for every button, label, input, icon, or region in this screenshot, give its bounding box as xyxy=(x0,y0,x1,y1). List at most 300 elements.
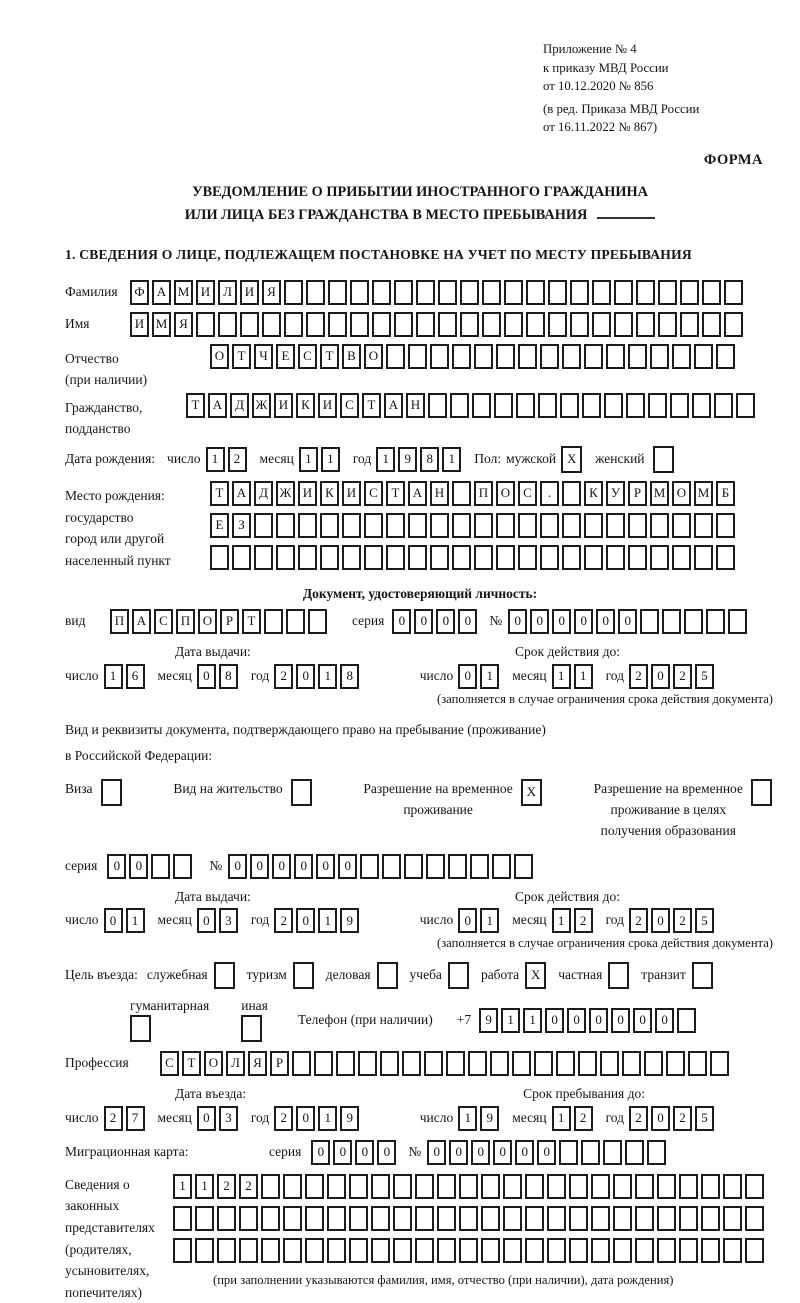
char-box[interactable] xyxy=(416,312,435,337)
char-box[interactable] xyxy=(232,545,251,570)
char-box[interactable]: 0 xyxy=(296,908,315,933)
char-box[interactable]: 0 xyxy=(197,664,216,689)
char-box[interactable] xyxy=(680,312,699,337)
char-box[interactable] xyxy=(650,545,669,570)
char-box[interactable] xyxy=(591,1174,610,1199)
char-box[interactable]: 0 xyxy=(574,609,593,634)
char-box[interactable] xyxy=(525,1238,544,1263)
char-box[interactable] xyxy=(496,545,515,570)
char-box[interactable] xyxy=(581,1140,600,1165)
char-box[interactable] xyxy=(254,545,273,570)
char-box[interactable]: 0 xyxy=(596,609,615,634)
char-box[interactable]: 2 xyxy=(274,664,293,689)
char-box[interactable] xyxy=(650,513,669,538)
char-box[interactable]: 2 xyxy=(228,447,247,472)
char-box[interactable] xyxy=(305,1238,324,1263)
char-box[interactable] xyxy=(657,1206,676,1231)
char-box[interactable]: 2 xyxy=(239,1174,258,1199)
char-box[interactable]: Т xyxy=(242,609,261,634)
char-box[interactable]: 0 xyxy=(651,664,670,689)
char-box[interactable]: 2 xyxy=(104,1106,123,1131)
char-box[interactable]: Т xyxy=(320,344,339,369)
char-box[interactable]: 1 xyxy=(318,1106,337,1131)
char-box[interactable] xyxy=(492,854,511,879)
char-box[interactable]: 3 xyxy=(219,908,238,933)
char-box[interactable] xyxy=(217,1238,236,1263)
char-box[interactable]: И xyxy=(342,481,361,506)
char-box[interactable]: Т xyxy=(232,344,251,369)
char-box[interactable]: 0 xyxy=(493,1140,512,1165)
char-box[interactable] xyxy=(415,1206,434,1231)
char-box[interactable]: Я xyxy=(174,312,193,337)
char-box[interactable] xyxy=(613,1206,632,1231)
char-box[interactable] xyxy=(692,393,711,418)
char-box[interactable]: 0 xyxy=(655,1008,674,1033)
char-box[interactable] xyxy=(350,312,369,337)
char-box[interactable] xyxy=(254,513,273,538)
char-box[interactable] xyxy=(276,513,295,538)
char-box[interactable] xyxy=(430,513,449,538)
char-box[interactable] xyxy=(578,1051,597,1076)
char-box[interactable] xyxy=(636,312,655,337)
char-box[interactable]: О xyxy=(204,1051,223,1076)
char-box[interactable] xyxy=(560,393,579,418)
char-box[interactable] xyxy=(562,513,581,538)
char-box[interactable]: С xyxy=(154,609,173,634)
char-box[interactable]: О xyxy=(364,344,383,369)
char-box[interactable] xyxy=(625,1140,644,1165)
char-box[interactable] xyxy=(286,609,305,634)
char-box[interactable] xyxy=(393,1174,412,1199)
char-box[interactable]: В xyxy=(342,344,361,369)
char-box[interactable] xyxy=(603,1140,622,1165)
char-box[interactable]: С xyxy=(298,344,317,369)
char-box[interactable] xyxy=(569,1238,588,1263)
char-box[interactable]: 1 xyxy=(206,447,225,472)
char-box[interactable] xyxy=(562,481,581,506)
char-box[interactable]: П xyxy=(110,609,129,634)
char-box[interactable] xyxy=(430,545,449,570)
char-box[interactable] xyxy=(584,513,603,538)
char-box[interactable] xyxy=(371,1238,390,1263)
char-box[interactable] xyxy=(591,1238,610,1263)
char-box[interactable]: 0 xyxy=(427,1140,446,1165)
char-box[interactable]: Т xyxy=(210,481,229,506)
char-box[interactable]: Н xyxy=(406,393,425,418)
char-box[interactable] xyxy=(336,1051,355,1076)
char-box[interactable]: С xyxy=(340,393,359,418)
char-box[interactable]: 1 xyxy=(318,664,337,689)
char-box[interactable]: 0 xyxy=(651,908,670,933)
char-box[interactable] xyxy=(702,280,721,305)
char-box[interactable] xyxy=(173,854,192,879)
char-box[interactable]: 2 xyxy=(274,1106,293,1131)
char-box[interactable]: П xyxy=(474,481,493,506)
char-box[interactable] xyxy=(723,1174,742,1199)
char-box[interactable]: 0 xyxy=(589,1008,608,1033)
char-box[interactable]: 2 xyxy=(274,908,293,933)
char-box[interactable]: 0 xyxy=(311,1140,330,1165)
char-box[interactable] xyxy=(677,1008,696,1033)
char-box[interactable]: О xyxy=(198,609,217,634)
char-box[interactable]: 9 xyxy=(480,1106,499,1131)
char-box[interactable] xyxy=(562,545,581,570)
char-box[interactable] xyxy=(308,609,327,634)
char-box[interactable]: Н xyxy=(430,481,449,506)
char-box[interactable] xyxy=(584,344,603,369)
char-box[interactable] xyxy=(518,513,537,538)
char-box[interactable] xyxy=(538,393,557,418)
char-box[interactable] xyxy=(386,344,405,369)
char-box[interactable] xyxy=(494,393,513,418)
char-box[interactable] xyxy=(694,344,713,369)
char-box[interactable] xyxy=(291,779,312,806)
char-box[interactable] xyxy=(196,312,215,337)
char-box[interactable] xyxy=(614,312,633,337)
char-box[interactable] xyxy=(648,393,667,418)
char-box[interactable] xyxy=(526,312,545,337)
char-box[interactable] xyxy=(547,1238,566,1263)
char-box[interactable] xyxy=(218,312,237,337)
char-box[interactable] xyxy=(540,344,559,369)
char-box[interactable] xyxy=(408,545,427,570)
char-box[interactable] xyxy=(283,1206,302,1231)
char-box[interactable]: 2 xyxy=(574,1106,593,1131)
char-box[interactable] xyxy=(371,1174,390,1199)
char-box[interactable] xyxy=(470,854,489,879)
char-box[interactable] xyxy=(628,545,647,570)
char-box[interactable] xyxy=(657,1174,676,1199)
char-box[interactable]: А xyxy=(208,393,227,418)
char-box[interactable]: С xyxy=(160,1051,179,1076)
char-box[interactable]: 0 xyxy=(515,1140,534,1165)
char-box[interactable] xyxy=(745,1174,764,1199)
char-box[interactable] xyxy=(751,779,772,806)
char-box[interactable]: 6 xyxy=(126,664,145,689)
char-box[interactable] xyxy=(452,344,471,369)
char-box[interactable]: 0 xyxy=(296,664,315,689)
char-box[interactable] xyxy=(305,1174,324,1199)
char-box[interactable]: 5 xyxy=(695,908,714,933)
char-box[interactable]: 0 xyxy=(296,1106,315,1131)
char-box[interactable] xyxy=(386,513,405,538)
char-box[interactable]: Т xyxy=(186,393,205,418)
char-box[interactable]: И xyxy=(318,393,337,418)
char-box[interactable] xyxy=(644,1051,663,1076)
char-box[interactable] xyxy=(284,312,303,337)
char-box[interactable]: 9 xyxy=(340,908,359,933)
char-box[interactable] xyxy=(393,1238,412,1263)
char-box[interactable] xyxy=(702,312,721,337)
char-box[interactable] xyxy=(349,1238,368,1263)
char-box[interactable]: 3 xyxy=(219,1106,238,1131)
char-box[interactable]: 0 xyxy=(129,854,148,879)
char-box[interactable] xyxy=(636,280,655,305)
char-box[interactable]: 1 xyxy=(126,908,145,933)
char-box[interactable] xyxy=(658,312,677,337)
char-box[interactable] xyxy=(173,1206,192,1231)
char-box[interactable] xyxy=(364,545,383,570)
char-box[interactable] xyxy=(582,393,601,418)
char-box[interactable] xyxy=(679,1206,698,1231)
char-box[interactable]: 1 xyxy=(321,447,340,472)
char-box[interactable]: Т xyxy=(362,393,381,418)
char-box[interactable]: М xyxy=(694,481,713,506)
char-box[interactable]: 0 xyxy=(508,609,527,634)
char-box[interactable]: 0 xyxy=(537,1140,556,1165)
char-box[interactable] xyxy=(327,1238,346,1263)
char-box[interactable]: А xyxy=(152,280,171,305)
char-box[interactable]: 0 xyxy=(545,1008,564,1033)
char-box[interactable]: Е xyxy=(276,344,295,369)
char-box[interactable] xyxy=(358,1051,377,1076)
char-box[interactable]: Л xyxy=(218,280,237,305)
char-box[interactable]: 1 xyxy=(173,1174,192,1199)
char-box[interactable] xyxy=(305,1206,324,1231)
char-box[interactable]: 1 xyxy=(458,1106,477,1131)
char-box[interactable] xyxy=(650,344,669,369)
char-box[interactable] xyxy=(559,1140,578,1165)
char-box[interactable]: 1 xyxy=(480,908,499,933)
char-box[interactable]: 8 xyxy=(340,664,359,689)
char-box[interactable] xyxy=(710,1051,729,1076)
char-box[interactable]: 1 xyxy=(523,1008,542,1033)
char-box[interactable]: 0 xyxy=(392,609,411,634)
char-box[interactable] xyxy=(724,312,743,337)
char-box[interactable] xyxy=(490,1051,509,1076)
char-box[interactable] xyxy=(437,1206,456,1231)
char-box[interactable] xyxy=(428,393,447,418)
char-box[interactable] xyxy=(672,545,691,570)
char-box[interactable] xyxy=(452,481,471,506)
char-box[interactable] xyxy=(547,1206,566,1231)
char-box[interactable]: Д xyxy=(230,393,249,418)
char-box[interactable] xyxy=(415,1238,434,1263)
char-box[interactable] xyxy=(562,344,581,369)
char-box[interactable]: К xyxy=(584,481,603,506)
char-box[interactable]: Т xyxy=(182,1051,201,1076)
char-box[interactable]: 0 xyxy=(567,1008,586,1033)
char-box[interactable] xyxy=(386,545,405,570)
char-box[interactable]: 0 xyxy=(316,854,335,879)
char-box[interactable] xyxy=(424,1051,443,1076)
char-box[interactable] xyxy=(626,393,645,418)
char-box[interactable] xyxy=(540,513,559,538)
char-box[interactable] xyxy=(614,280,633,305)
char-box[interactable] xyxy=(672,513,691,538)
char-box[interactable]: 0 xyxy=(633,1008,652,1033)
char-box[interactable] xyxy=(284,280,303,305)
char-box[interactable]: 5 xyxy=(695,1106,714,1131)
char-box[interactable]: О xyxy=(496,481,515,506)
char-box[interactable] xyxy=(327,1174,346,1199)
char-box[interactable]: А xyxy=(384,393,403,418)
char-box[interactable] xyxy=(613,1238,632,1263)
char-box[interactable] xyxy=(459,1206,478,1231)
char-box[interactable] xyxy=(570,312,589,337)
char-box[interactable] xyxy=(239,1206,258,1231)
char-box[interactable] xyxy=(210,545,229,570)
char-box[interactable]: Ж xyxy=(276,481,295,506)
char-box[interactable] xyxy=(745,1238,764,1263)
char-box[interactable] xyxy=(342,545,361,570)
char-box[interactable] xyxy=(393,1206,412,1231)
char-box[interactable] xyxy=(217,1206,236,1231)
char-box[interactable] xyxy=(628,344,647,369)
char-box[interactable] xyxy=(452,545,471,570)
char-box[interactable] xyxy=(293,962,314,989)
char-box[interactable] xyxy=(438,280,457,305)
char-box[interactable]: 5 xyxy=(695,664,714,689)
char-box[interactable] xyxy=(745,1206,764,1231)
char-box[interactable] xyxy=(613,1174,632,1199)
char-box[interactable] xyxy=(635,1238,654,1263)
char-box[interactable] xyxy=(468,1051,487,1076)
char-box[interactable] xyxy=(450,393,469,418)
char-box[interactable]: П xyxy=(176,609,195,634)
char-box[interactable]: М xyxy=(174,280,193,305)
char-box[interactable]: И xyxy=(196,280,215,305)
char-box[interactable] xyxy=(569,1174,588,1199)
char-box[interactable] xyxy=(724,280,743,305)
char-box[interactable] xyxy=(408,513,427,538)
char-box[interactable]: 1 xyxy=(318,908,337,933)
char-box[interactable] xyxy=(714,393,733,418)
char-box[interactable] xyxy=(327,1206,346,1231)
char-box[interactable]: 0 xyxy=(197,1106,216,1131)
char-box[interactable]: 0 xyxy=(355,1140,374,1165)
char-box[interactable] xyxy=(670,393,689,418)
char-box[interactable] xyxy=(548,312,567,337)
char-box[interactable]: И xyxy=(298,481,317,506)
char-box[interactable] xyxy=(372,280,391,305)
char-box[interactable] xyxy=(372,312,391,337)
char-box[interactable]: 2 xyxy=(629,664,648,689)
char-box[interactable] xyxy=(728,609,747,634)
char-box[interactable] xyxy=(548,280,567,305)
char-box[interactable] xyxy=(570,280,589,305)
char-box[interactable] xyxy=(716,513,735,538)
char-box[interactable] xyxy=(437,1174,456,1199)
char-box[interactable]: 1 xyxy=(195,1174,214,1199)
char-box[interactable]: 0 xyxy=(197,908,216,933)
char-box[interactable] xyxy=(283,1174,302,1199)
char-box[interactable] xyxy=(446,1051,465,1076)
char-box[interactable] xyxy=(264,609,283,634)
char-box[interactable] xyxy=(481,1238,500,1263)
char-box[interactable] xyxy=(437,1238,456,1263)
char-box[interactable] xyxy=(606,344,625,369)
char-box[interactable] xyxy=(402,1051,421,1076)
char-box[interactable]: 0 xyxy=(611,1008,630,1033)
char-box[interactable] xyxy=(377,962,398,989)
char-box[interactable]: 2 xyxy=(629,908,648,933)
char-box[interactable] xyxy=(534,1051,553,1076)
char-box[interactable] xyxy=(496,344,515,369)
char-box[interactable]: 0 xyxy=(530,609,549,634)
char-box[interactable]: 0 xyxy=(107,854,126,879)
char-box[interactable] xyxy=(514,854,533,879)
char-box[interactable] xyxy=(547,1174,566,1199)
char-box[interactable] xyxy=(680,280,699,305)
char-box[interactable]: Ч xyxy=(254,344,273,369)
char-box[interactable] xyxy=(283,1238,302,1263)
char-box[interactable]: 2 xyxy=(673,1106,692,1131)
char-box[interactable] xyxy=(658,280,677,305)
char-box[interactable] xyxy=(701,1174,720,1199)
char-box[interactable] xyxy=(438,312,457,337)
char-box[interactable] xyxy=(503,1206,522,1231)
char-box[interactable] xyxy=(306,280,325,305)
char-box[interactable]: 0 xyxy=(458,664,477,689)
char-box[interactable] xyxy=(647,1140,666,1165)
char-box[interactable] xyxy=(723,1206,742,1231)
char-box[interactable] xyxy=(569,1206,588,1231)
char-box[interactable] xyxy=(482,280,501,305)
char-box[interactable] xyxy=(195,1206,214,1231)
char-box[interactable]: X xyxy=(521,779,542,806)
char-box[interactable] xyxy=(342,513,361,538)
char-box[interactable] xyxy=(481,1206,500,1231)
char-box[interactable]: М xyxy=(152,312,171,337)
char-box[interactable]: Д xyxy=(254,481,273,506)
char-box[interactable] xyxy=(628,513,647,538)
char-box[interactable]: С xyxy=(518,481,537,506)
char-box[interactable]: 0 xyxy=(228,854,247,879)
char-box[interactable] xyxy=(195,1238,214,1263)
char-box[interactable] xyxy=(622,1051,641,1076)
char-box[interactable] xyxy=(151,854,170,879)
char-box[interactable]: К xyxy=(320,481,339,506)
char-box[interactable] xyxy=(173,1238,192,1263)
char-box[interactable] xyxy=(694,545,713,570)
char-box[interactable]: 0 xyxy=(471,1140,490,1165)
char-box[interactable]: Р xyxy=(270,1051,289,1076)
char-box[interactable]: Л xyxy=(226,1051,245,1076)
char-box[interactable]: С xyxy=(364,481,383,506)
char-box[interactable] xyxy=(608,962,629,989)
char-box[interactable] xyxy=(672,344,691,369)
char-box[interactable]: 1 xyxy=(552,1106,571,1131)
char-box[interactable]: 0 xyxy=(272,854,291,879)
char-box[interactable] xyxy=(474,513,493,538)
char-box[interactable] xyxy=(101,779,122,806)
char-box[interactable] xyxy=(394,280,413,305)
char-box[interactable] xyxy=(349,1174,368,1199)
char-box[interactable] xyxy=(640,609,659,634)
char-box[interactable]: У xyxy=(606,481,625,506)
char-box[interactable] xyxy=(261,1174,280,1199)
char-box[interactable] xyxy=(239,1238,258,1263)
char-box[interactable] xyxy=(600,1051,619,1076)
char-box[interactable] xyxy=(306,312,325,337)
char-box[interactable]: 0 xyxy=(377,1140,396,1165)
char-box[interactable]: З xyxy=(232,513,251,538)
char-box[interactable] xyxy=(666,1051,685,1076)
char-box[interactable] xyxy=(540,545,559,570)
char-box[interactable] xyxy=(394,312,413,337)
char-box[interactable]: 0 xyxy=(294,854,313,879)
char-box[interactable] xyxy=(130,1015,151,1042)
char-box[interactable] xyxy=(360,854,379,879)
char-box[interactable]: 2 xyxy=(673,664,692,689)
char-box[interactable]: 0 xyxy=(552,609,571,634)
char-box[interactable]: 9 xyxy=(398,447,417,472)
char-box[interactable] xyxy=(474,545,493,570)
char-box[interactable] xyxy=(694,513,713,538)
char-box[interactable]: 0 xyxy=(458,908,477,933)
char-box[interactable] xyxy=(320,545,339,570)
